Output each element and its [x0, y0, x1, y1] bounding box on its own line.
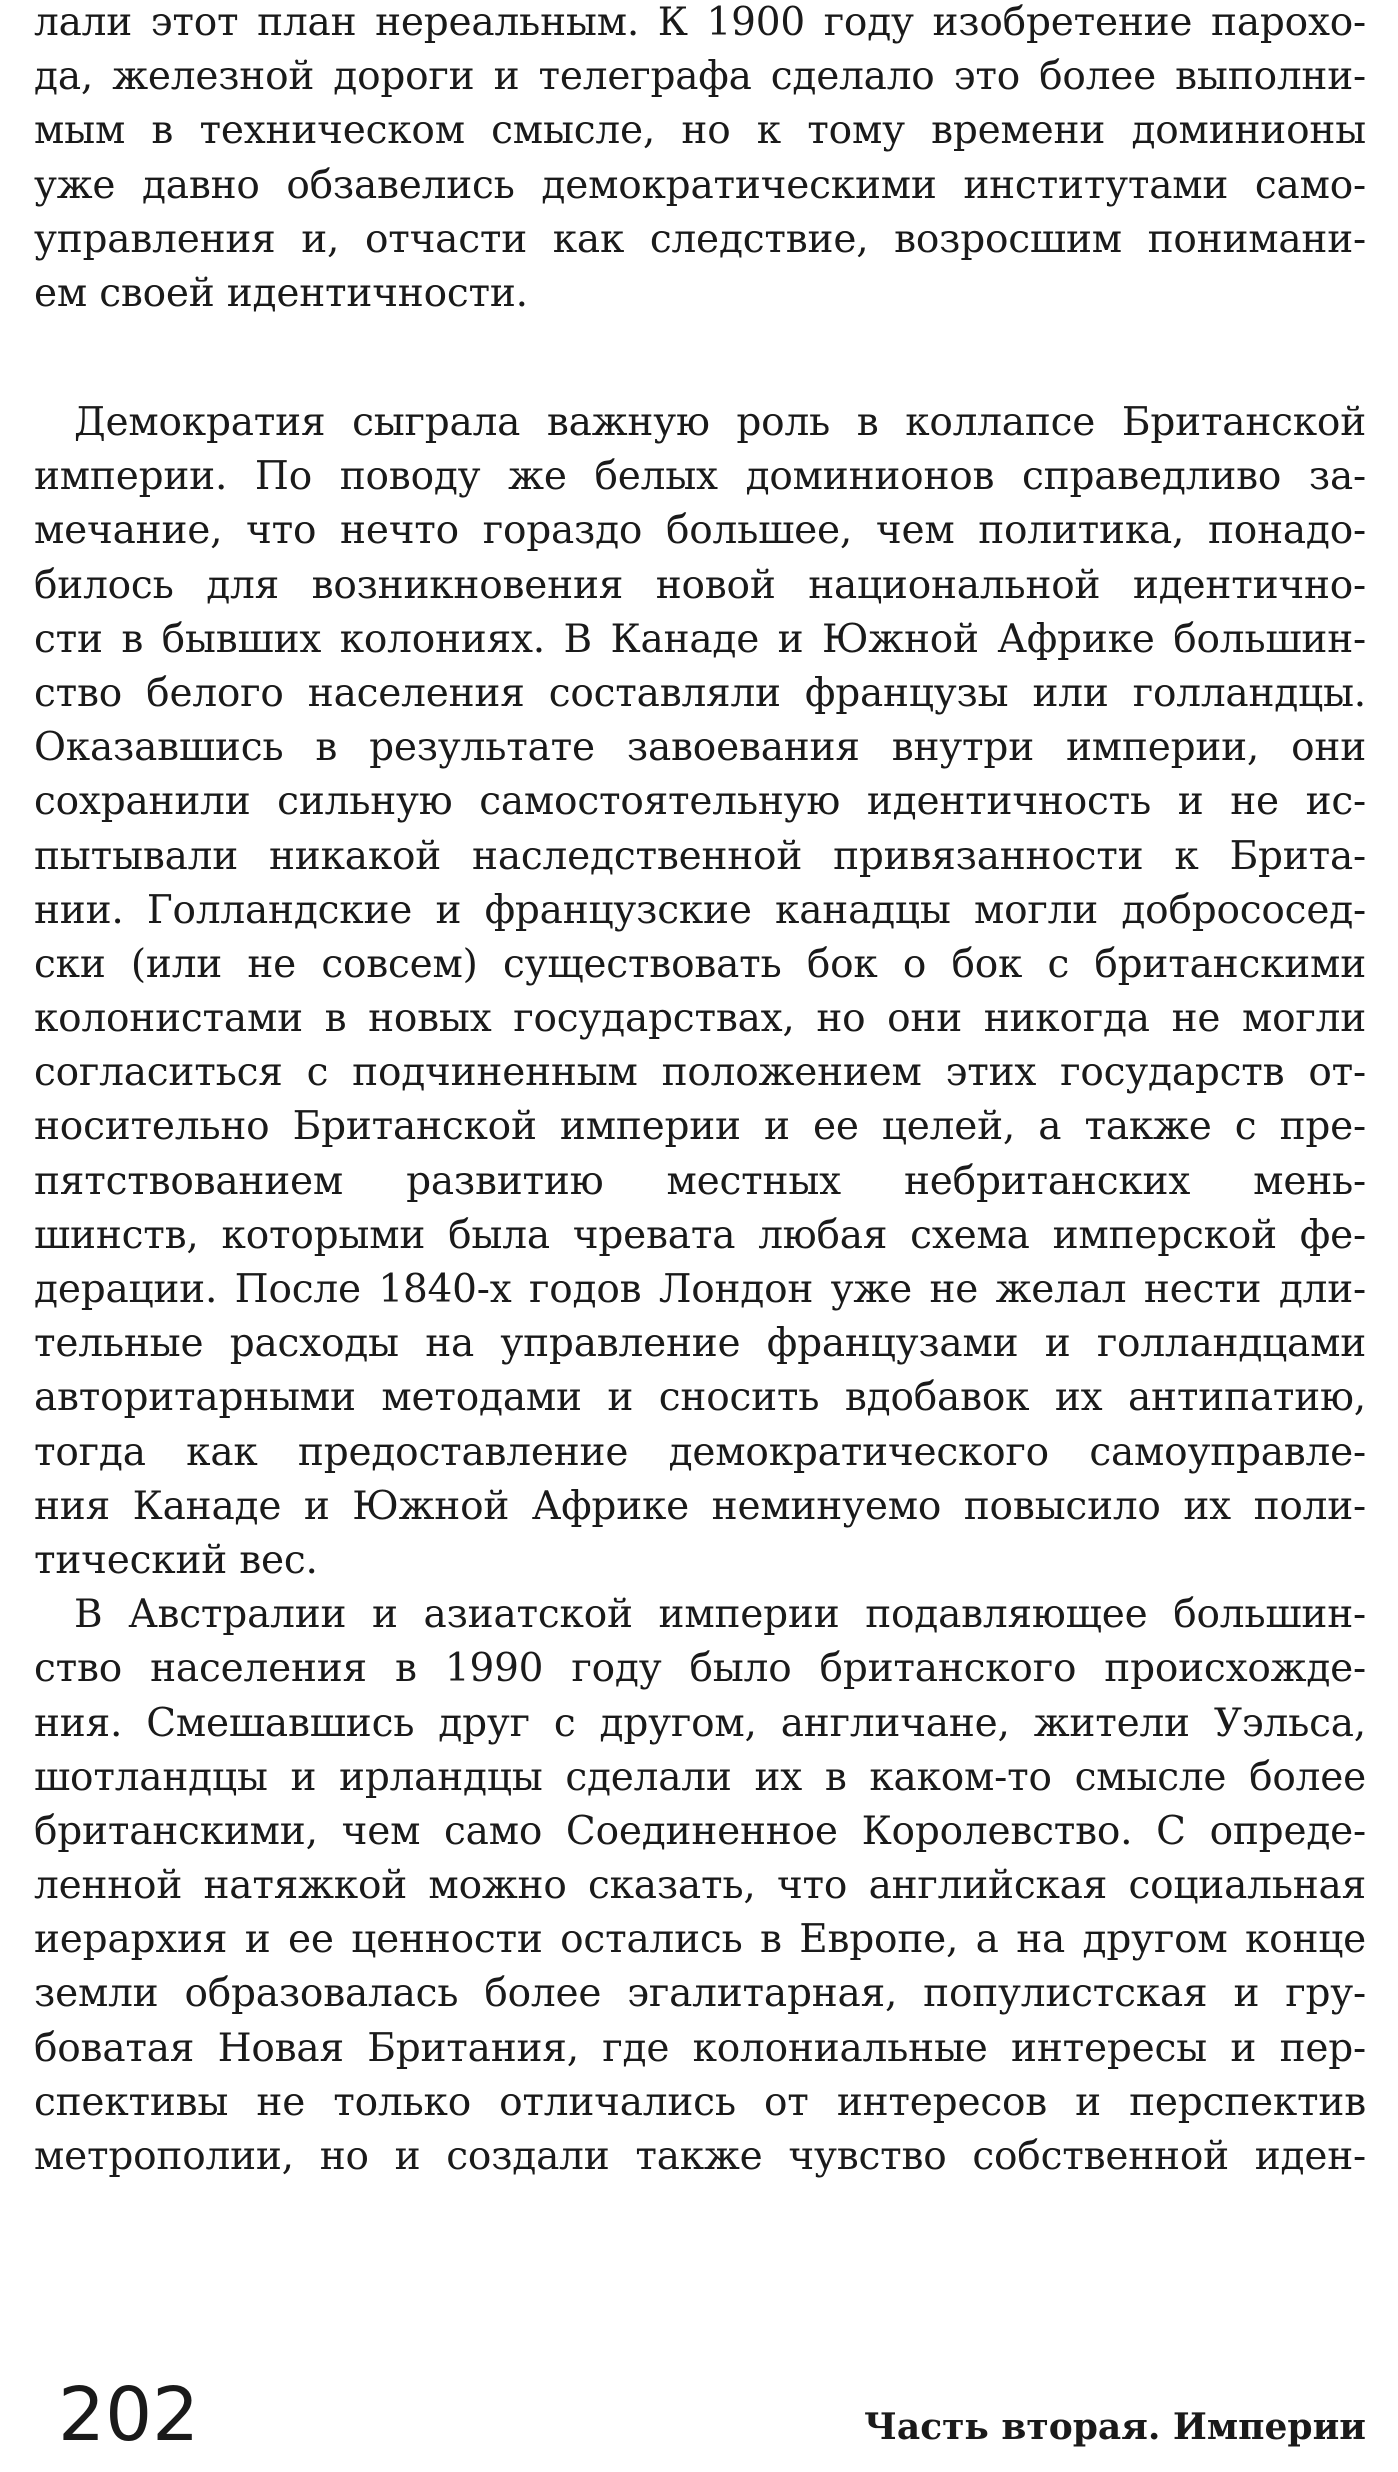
text-line: земли образовалась более эгалитарная, популистская и гру-: [34, 1971, 1366, 2017]
text-line: ство белого населения составляли французы или голландцы.: [34, 670, 1366, 716]
text-line: империи. По поводу же белых доминионов справедливо за-: [34, 454, 1366, 500]
text-line: тельные расходы на управление французами и голландцами: [34, 1321, 1366, 1367]
text-line: шотландцы и ирландцы сделали их в каком-то смысле более: [34, 1754, 1366, 1800]
text-line: мечание, что нечто гораздо большее, чем политика, понадо-: [34, 508, 1366, 554]
text-line: нии. Голландские и французские канадцы могли добрососед-: [34, 887, 1366, 933]
text-line: ленной натяжкой можно сказать, что английская социальная: [34, 1863, 1366, 1909]
running-footer-title: Часть вторая. Империи: [864, 2406, 1366, 2448]
text-line: носительно Британской империи и ее целей, а также с пре-: [34, 1104, 1366, 1150]
text-line: метрополии, но и создали также чувство собственной иден-: [34, 2134, 1366, 2179]
text-line: Демократия сыграла важную роль в коллапсе Британской: [74, 400, 1366, 445]
text-line: спективы не только отличались от интересов и перспектив: [34, 2079, 1366, 2125]
page-number: 202: [58, 2372, 200, 2458]
text-line: В Австралии и азиатской империи подавляющее большин-: [74, 1592, 1366, 1638]
text-line: ем своей идентичности.: [34, 270, 528, 316]
text-line: управления и, отчасти как следствие, возросшим понимани-: [34, 216, 1366, 262]
paragraph-3: [34, 1588, 1366, 2184]
text-line: уже давно обзавелись демократическими институтами само-: [34, 162, 1366, 208]
text-line: дерации. После 1840-х годов Лондон уже не желал нести дли-: [34, 1267, 1366, 1312]
text-line: ство населения в 1990 году было британского происхожде-: [34, 1646, 1366, 1692]
text-line: авторитарными методами и сносить вдобавок их антипатию,: [34, 1375, 1366, 1421]
text-line: пятствованием развитию местных небританских мень-: [34, 1158, 1366, 1204]
text-line: пытывали никакой наследственной привязанности к Брита-: [34, 833, 1366, 879]
text-line: боватая Новая Британия, где колониальные интересы и пер-: [34, 2025, 1366, 2071]
text-line: тогда как предоставление демократического самоуправле-: [34, 1429, 1366, 1475]
paragraph-group: [34, 396, 1366, 2184]
text-line: сти в бывших колониях. В Канаде и Южной Африке большин-: [34, 616, 1366, 662]
text-line: ния Канаде и Южной Африке неминуемо повысило их поли-: [34, 1483, 1366, 1529]
text-line: шинств, которыми была чревата любая схема имперской фе-: [34, 1212, 1366, 1258]
text-line: Оказавшись в результате завоевания внутри империи, они: [34, 725, 1366, 771]
text-line: согласиться с подчиненным положением этих государств от-: [34, 1050, 1366, 1096]
text-line: билось для возникновения новой национальной идентично-: [34, 562, 1366, 608]
text-line: да, железной дороги и телеграфа сделало это более выполни-: [34, 54, 1366, 100]
text-line: иерархия и ее ценности остались в Европе, а на другом конце: [34, 1917, 1366, 1963]
paragraph-1: [34, 0, 1366, 321]
paragraph-2: [34, 396, 1366, 1588]
text-line: британскими, чем само Соединенное Королевство. С опреде-: [34, 1808, 1366, 1854]
text-line: тический вес.: [34, 1537, 318, 1583]
text-line: ния. Смешавшись друг с другом, англичане, жители Уэльса,: [34, 1700, 1366, 1746]
text-line: лали этот план нереальным. К 1900 году изобретение парохо-: [34, 0, 1366, 45]
text-line: ски (или не совсем) существовать бок о бок с британскими: [34, 941, 1366, 987]
text-line: сохранили сильную самостоятельную идентичность и не ис-: [34, 779, 1366, 825]
text-line: колонистами в новых государствах, но они никогда не могли: [34, 996, 1366, 1042]
text-line: мым в техническом смысле, но к тому времени доминионы: [34, 108, 1366, 154]
